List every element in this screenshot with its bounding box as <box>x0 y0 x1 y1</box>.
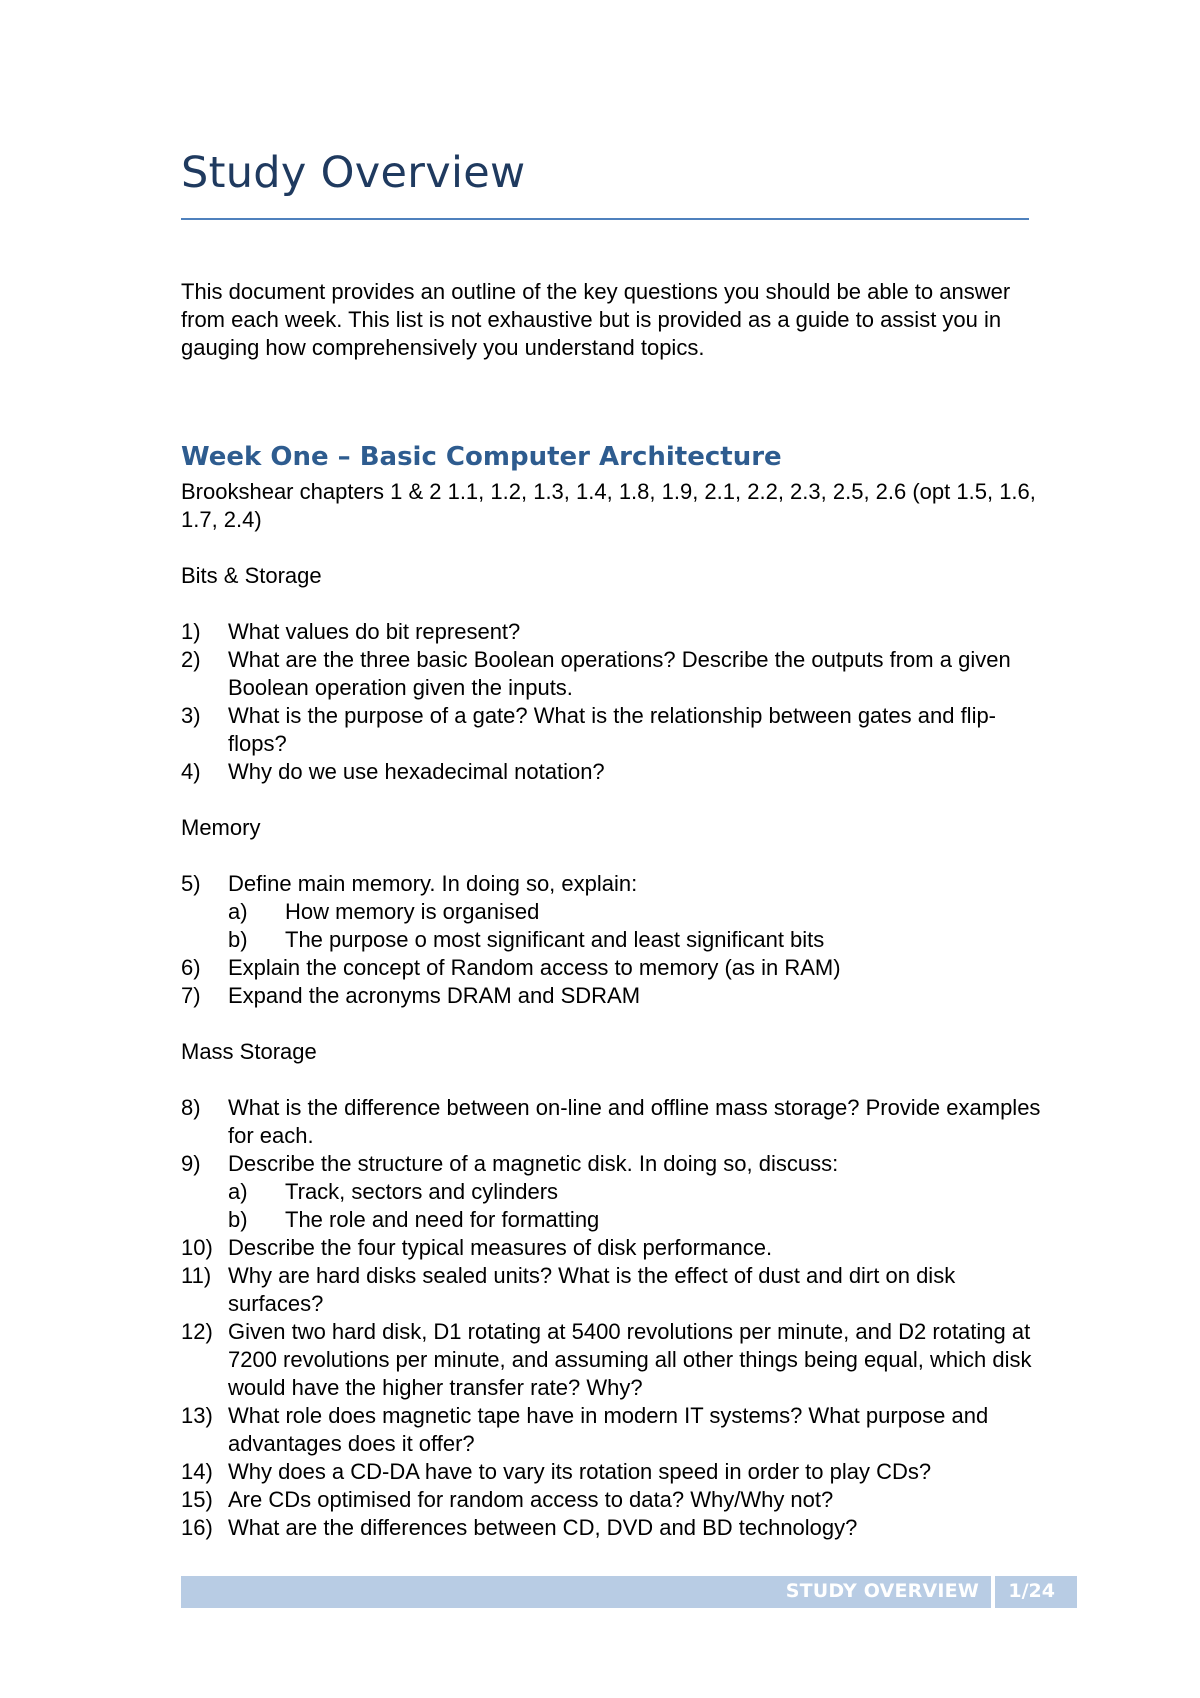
footer-document-label: STUDY OVERVIEW <box>785 1580 979 1602</box>
sub-question <box>181 1178 1051 1206</box>
question-text: Describe the four typical measures of disk performance. <box>228 1235 773 1260</box>
question-text: Define main memory. In doing so, explain: <box>228 871 638 896</box>
week-heading: Week One – Basic Computer Architecture <box>181 442 782 472</box>
question-number: 8) <box>181 1095 201 1120</box>
question-text: What is the difference between on-line and offline mass storage? Provide examples for each. <box>228 1095 1041 1148</box>
section-label-bits-storage: Bits & Storage <box>181 563 322 588</box>
sub-question-text: How memory is organised <box>285 899 540 924</box>
section-label-mass-storage: Mass Storage <box>181 1039 317 1064</box>
question-number: 6) <box>181 955 201 980</box>
question-text: Are CDs optimised for random access to data? Why/Why not? <box>228 1487 834 1512</box>
question-text: What values do bit represent? <box>228 619 521 644</box>
question-number: 10) <box>181 1235 213 1260</box>
question-text: Describe the structure of a magnetic disk. In doing so, discuss: <box>228 1151 839 1176</box>
question-item <box>181 1514 1051 1542</box>
question-number: 13) <box>181 1403 213 1428</box>
question-text: Why do we use hexadecimal notation? <box>228 759 605 784</box>
question-number: 5) <box>181 871 201 896</box>
question-text: Why does a CD-DA have to vary its rotation speed in order to play CDs? <box>228 1459 932 1484</box>
question-text: Explain the concept of Random access to memory (as in RAM) <box>228 955 841 980</box>
question-number: 14) <box>181 1459 213 1484</box>
sub-question-letter: a) <box>228 899 248 924</box>
question-item <box>181 954 1051 982</box>
question-text: Expand the acronyms DRAM and SDRAM <box>228 983 641 1008</box>
question-text: Why are hard disks sealed units? What is the effect of dust and dirt on disk surfaces? <box>228 1263 956 1316</box>
question-item <box>181 1150 1051 1234</box>
question-number: 4) <box>181 759 201 784</box>
week-reference: Brookshear chapters 1 & 2 1.1, 1.2, 1.3, 1.4, 1.8, 1.9, 2.1, 2.2, 2.3, 2.5, 2.6 (opt 1.5, 1.6, 1.7, 2.4) <box>181 479 1036 532</box>
question-item <box>181 1486 1051 1514</box>
page-title: Study Overview <box>181 148 526 198</box>
sub-question <box>181 898 1051 926</box>
question-number: 16) <box>181 1515 213 1540</box>
question-item <box>181 1234 1051 1262</box>
sub-question-text: Track, sectors and cylinders <box>285 1179 559 1204</box>
question-item <box>181 1318 1051 1402</box>
question-number: 2) <box>181 647 201 672</box>
question-item <box>181 646 1051 702</box>
question-number: 7) <box>181 983 201 1008</box>
page-footer <box>181 1576 1077 1608</box>
sub-question-text: The role and need for formatting <box>285 1207 600 1232</box>
question-number: 3) <box>181 703 201 728</box>
page-number: 1/24 <box>1008 1580 1055 1602</box>
intro-paragraph: This document provides an outline of the key questions you should be able to answer from each week. This list is not exhaustive but is provided as a guide to assist you in gauging how comprehensively you understand topics. <box>181 279 1011 360</box>
question-item <box>181 1458 1051 1486</box>
question-text: What role does magnetic tape have in modern IT systems? What purpose and advantages does it offer? <box>228 1403 989 1456</box>
question-item <box>181 870 1051 954</box>
sub-question <box>181 926 1051 954</box>
question-item <box>181 1262 1051 1318</box>
section-label-memory: Memory <box>181 815 261 840</box>
sub-question-text: The purpose o most significant and least significant bits <box>285 927 825 952</box>
question-text: What is the purpose of a gate? What is the relationship between gates and flip-flops? <box>228 703 997 756</box>
question-text: Given two hard disk, D1 rotating at 5400 revolutions per minute, and D2 rotating at 7200 revolutions per minute, and assuming all other things being equal, which disk would have the higher transfer rate? Why? <box>228 1319 1032 1400</box>
question-item <box>181 1094 1051 1150</box>
question-item <box>181 982 1051 1010</box>
sub-question-letter: a) <box>228 1179 248 1204</box>
question-text: What are the differences between CD, DVD and BD technology? <box>228 1515 858 1540</box>
question-number: 11) <box>181 1263 212 1288</box>
sub-question-letter: b) <box>228 927 248 952</box>
question-item <box>181 702 1051 758</box>
question-list-memory <box>181 870 1051 1010</box>
title-underline <box>181 218 1029 220</box>
question-item <box>181 618 1051 646</box>
question-number: 9) <box>181 1151 201 1176</box>
footer-divider <box>991 1576 995 1608</box>
question-list-mass-storage <box>181 1094 1051 1542</box>
question-number: 15) <box>181 1487 213 1512</box>
question-number: 1) <box>181 619 201 644</box>
question-item <box>181 758 1051 786</box>
question-number: 12) <box>181 1319 213 1344</box>
sub-question-letter: b) <box>228 1207 248 1232</box>
question-list-bits-storage <box>181 618 1051 786</box>
question-item <box>181 1402 1051 1458</box>
sub-question <box>181 1206 1051 1234</box>
question-text: What are the three basic Boolean operations? Describe the outputs from a given Boolean operation given the inputs. <box>228 647 1011 700</box>
